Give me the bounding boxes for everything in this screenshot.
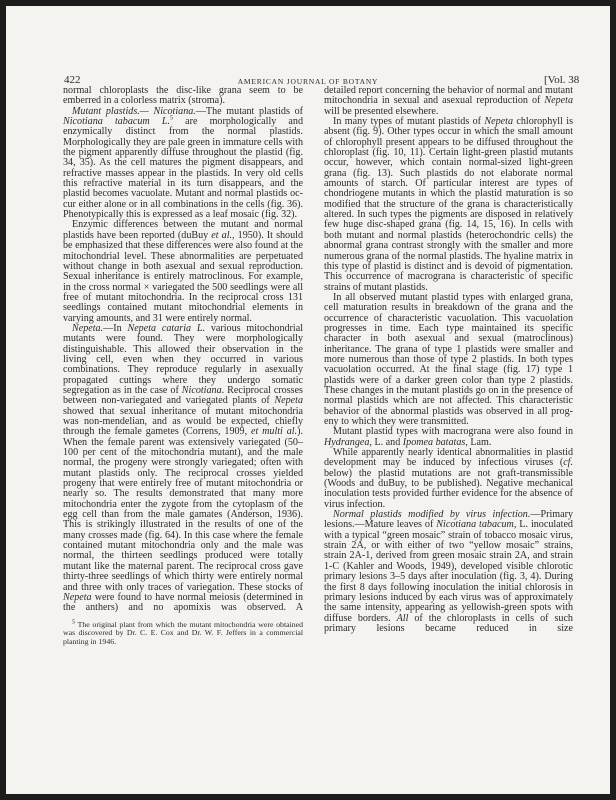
italic-text: Nepeta: [63, 591, 92, 603]
italic-text: Nepeta: [484, 116, 513, 128]
paragraph: [63, 220, 303, 323]
paragraph: [63, 324, 303, 614]
footnote-marker: 5: [169, 115, 173, 122]
text-run: were found to have normal meiosis (determined in the anthers) and no apomixis was observed. A: [63, 591, 303, 614]
italic-text: et al.: [211, 229, 233, 241]
text-run: showed that sexual inheritance of mutant mitochondria was non-mendelian, and as would be expected, chiefly through the female gametes (Correns, 1909,: [63, 405, 303, 438]
text-run: —In: [103, 322, 128, 334]
running-head-journal: AMERICAN JOURNAL OF BOTANY: [237, 77, 379, 86]
left-column: [63, 86, 303, 646]
text-run: In many types of mutant plastids of: [333, 116, 485, 128]
italic-text: Ipomea batatas: [402, 436, 466, 448]
text-run: are morphologically and enzymically distinct from the normal plastids. Morphologically they are pale green in immature cells with the pigment apparently diffuse throughout the plastid (fig. 34, 35). As the cell matures the pigment disappears, and refractive masses appear in the plastids. In very old cells this refractive material in its turn disappears, and the plastid becomes vacuolate. Mutant and normal plastids occur either alone or in all combinations in the cells (fig. 36). Phenotypically this is expressed as a leaf mosaic (fig. 32).: [63, 116, 303, 221]
footnote-marker: 5: [72, 618, 75, 625]
text-run: will be presented elsewhere.: [324, 105, 439, 117]
right-column: [324, 86, 573, 634]
text-run: The original plant from which the mutant mitochondria were obtained was discovered by Dr. C. E. Cox and Dr. W. F. Jeffers in a commercial planting in 1946.: [63, 619, 303, 646]
text-run: —The mutant plastids of: [195, 105, 303, 117]
volume-number: [Vol. 38: [544, 74, 580, 86]
italic-text: cf.: [563, 457, 573, 469]
page-number: 422: [64, 74, 81, 86]
italic-text: Nicotiana tabacum L.: [63, 116, 170, 128]
text-run: Enzymic differences between the mutant and normal plastids have been reported (duBuy: [63, 219, 303, 241]
italic-text: Normal plastids modified by virus infection.: [333, 509, 531, 521]
text-run: various mitochondrial mutants were found. They were morphologically distinguishable. This allowed their observation in the living cell, even when they occurred in various combinations. They reproduce regularly in asexually propagated cuttings where they undergo somatic segregation as in the case of: [63, 322, 304, 396]
text-run: —Primary lesions.—Mature leaves of: [324, 509, 573, 531]
text-run: , L. and: [369, 436, 403, 448]
journal-page: [6, 6, 610, 794]
text-run: chlorophyll is absent (fig. 9). Other types occur in which the small amount of chlorophyll present appears to be diffused throughout the chloroplast (fig. 10, 11). Certain light-green plastid mutants occur, however, which contain normal-sized light-green grana (fig. 13). Such plastids do not elaborate normal amounts of starch. Of particular interest are types of chondriogene mutants in which the plastid maturation is so modified that the structure of the grana is characteristically altered. In such types the pigments are disposed in relatively few huge disc-shaped grana (fig. 14, 15, 16). In cells with both mutant and normal plastids (heterochondric cells) the abnormal grana contrast strongly with the smaller and more numerous grana of the normal plastids. The hyaline matrix in this type of plastid is distinct and is devoid of pigmentation. This occurrence of macrograna is characteristic of specific strains of mutant plastids.: [324, 116, 573, 293]
italic-text: Nicotiana tabacum: [436, 519, 514, 531]
italic-text: et multi al.: [250, 426, 298, 438]
italic-text: Nepeta cataria L.: [127, 322, 206, 334]
text-run: , 1950). It should be emphasized that these differences were also found at the mitochondrial level. These abnormalities are perpetuated without change in both asexual and sexual reproduction. Sexual inheritance is entirely matroclinous. For example, in the cross normal × variegated the 500 seedlings were all free of mutant mitochondria. In the reciprocal cross 131 seedlings contained mutant mitochondrial elements in varying amounts, and 31 were entirely normal.: [63, 229, 303, 324]
italic-text: Nepeta.: [72, 322, 104, 334]
paragraph: [63, 107, 303, 221]
paragraph: [324, 510, 573, 634]
paragraph: [324, 427, 573, 448]
paragraph: [324, 448, 573, 510]
text-run: normal chloroplasts the disc-like grana seem to be emberred in a colorless matrix (stroma).: [63, 85, 303, 107]
italic-text: Nepeta: [544, 95, 573, 107]
text-run: While apparently nearly identical abnormalities in plastid development may be induced by infectious viruses (: [324, 447, 573, 469]
paragraph: [324, 117, 573, 293]
paragraph: [324, 293, 573, 427]
text-run: below) the plastid mutations are not graft-transmissible (Woods and duBuy, to be published). Negative mechanical inoculation tests provided further evidence for the absence of virus infection.: [324, 467, 573, 510]
text-run: ). When the female parent was extensively variegated (50–100 per cent of the mitochondria mutant), and the male normal, the progeny were strongly variegated; often with mutant plastids only. The reciprocal crosses yielded progeny that were entirely free of mutant mitochondria or nearly so. The results demonstrated that many more mitochondria enter the zygote from the cytoplasm of the egg cell than from the male gamates (Anderson, 1936). This is strikingly illustrated in the results of one of the many crosses made (fig. 64). In this case where the female contained mutant mitochondria only and the male was normal, the thirteen seedlings produced were totally mutant like the maternal parent. The reciprocal cross gave thirty-three seedlings of which thirty were entirely normal and three with only traces of variegation. These stocks of: [63, 426, 303, 593]
paragraph: [63, 86, 303, 107]
text-run: detailed report concerning the behavior of normal and mutant mitochondria in sexual and asexual reproduction of: [324, 85, 573, 107]
text-run: In all observed mutant plastid types with enlarged grana, cell maturation results in breakdown of the grana and the occurrence of characteristic vacuolation. This vacuolation progresses in time. Each type maintained its specific character in both asexual and sexual (matroclinous) inheritance. The grana of type 1 plastids were smaller and more numerous than those of type 2 plastids. In both types vacuolation occurred. At the final stage (fig. 17) type 1 plastids were of a darker green color than type 2 plastids. These changes in the mutant plastids go on in the presence of normal plastids which are not affected. This characteristic behavior of the abnormal plastids was observed in all progeny to which they were transmitted.: [324, 291, 573, 427]
italic-text: All: [396, 612, 409, 624]
italic-text: Hydrangea: [324, 436, 370, 448]
footnote: [63, 618, 303, 647]
text-run: . Reciprocal crosses between non-variegated and variegated plants of: [63, 384, 303, 407]
italic-text: Nepeta: [274, 395, 303, 407]
paragraph: [324, 86, 573, 117]
text-run: of the chloroplasts in cells of such primary lesions became reduced in size: [324, 612, 573, 634]
italic-text: Mutant plastids.— Nicotiana.: [72, 105, 196, 117]
text-run: , L. inoculated with a typical “green mosaic” strain of tobacco mosaic virus, strain 2A, or with either of two “yellow mosaic” strains, strain 2A-1, derived from green mosaic strain 2A, and strain 1-C (Kahler and Woods, 1949), developed visible chlorotic primary lesions 3–5 days after inoculation (fig. 3, 4). During the first 8 days following inoculation the initial chlorosis in primary lesions induced by each virus was of approximately the same intensity, appearing as yellowish-green spots with diffuse borders.: [324, 519, 573, 624]
text-run: Mutant plastid types with macrograna were also found in: [333, 426, 573, 438]
text-run: , Lam.: [465, 436, 492, 448]
italic-text: Nicotiana: [181, 384, 222, 396]
